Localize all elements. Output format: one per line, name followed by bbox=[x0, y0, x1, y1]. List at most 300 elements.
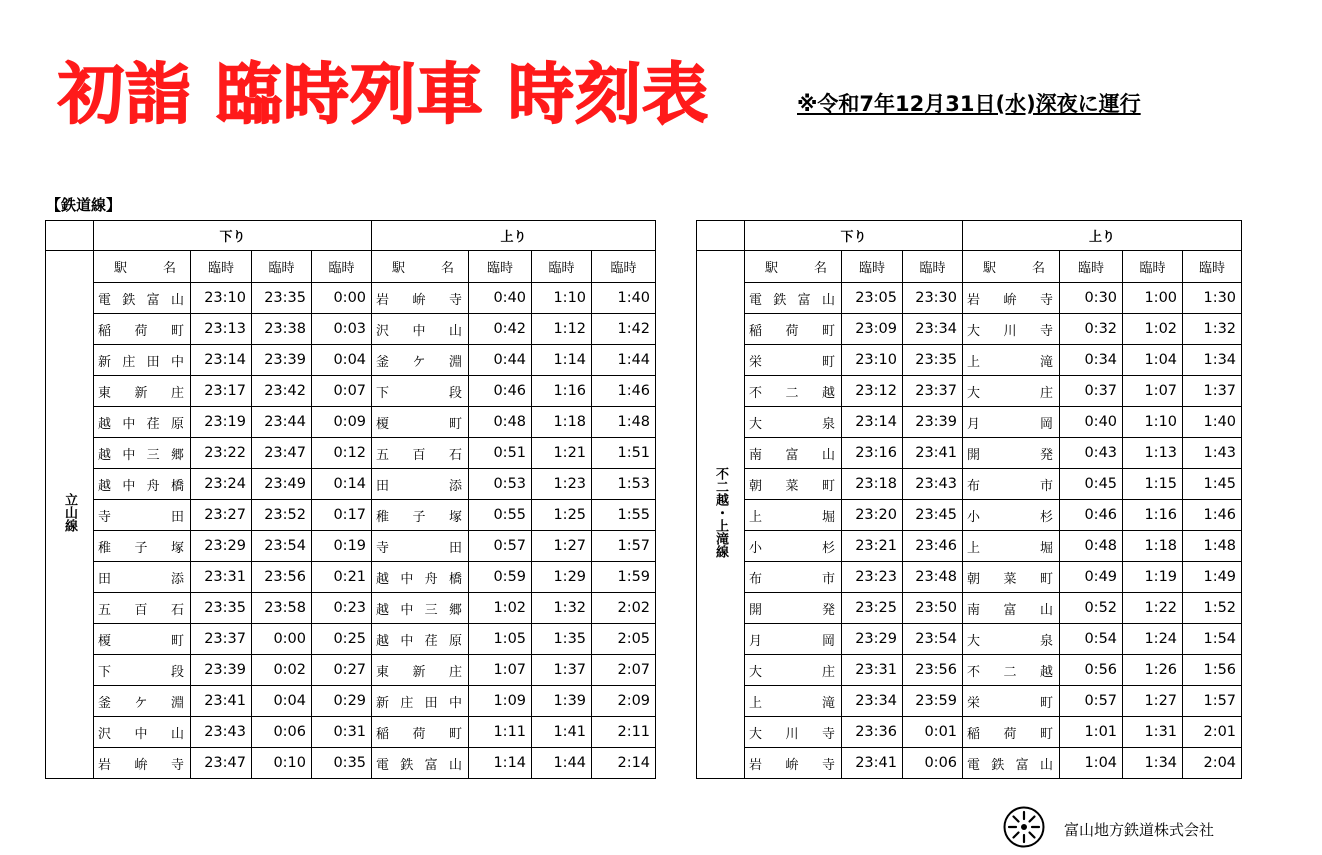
station-name: 釜 ケ 淵 bbox=[94, 686, 191, 717]
station-name: 越 中 舟 橋 bbox=[372, 562, 469, 593]
departure-time: 0:00 bbox=[312, 283, 372, 314]
departure-time: 23:43 bbox=[903, 469, 963, 500]
line-name: 立山線 bbox=[46, 251, 94, 779]
departure-time: 23:29 bbox=[191, 531, 252, 562]
table-row bbox=[697, 407, 1242, 438]
station-name: 布 市 bbox=[963, 469, 1060, 500]
departure-time: 23:35 bbox=[252, 283, 312, 314]
down-header: 下り bbox=[94, 221, 372, 251]
station-name: 稚 子 塚 bbox=[94, 531, 191, 562]
departure-time: 23:39 bbox=[903, 407, 963, 438]
departure-time: 23:36 bbox=[842, 717, 903, 748]
table-row bbox=[697, 438, 1242, 469]
departure-time: 23:47 bbox=[252, 438, 312, 469]
departure-time: 1:02 bbox=[469, 593, 532, 624]
departure-time: 1:48 bbox=[1183, 531, 1242, 562]
station-name: 榎 町 bbox=[94, 624, 191, 655]
table-row bbox=[46, 500, 656, 531]
station-name: 岩 峅 寺 bbox=[963, 283, 1060, 314]
departure-time: 1:55 bbox=[592, 500, 656, 531]
departure-time: 1:40 bbox=[1183, 407, 1242, 438]
table-row bbox=[697, 655, 1242, 686]
departure-time: 1:07 bbox=[1123, 376, 1183, 407]
departure-time: 1:56 bbox=[1183, 655, 1242, 686]
station-name: 開 発 bbox=[745, 593, 842, 624]
departure-time: 1:42 bbox=[592, 314, 656, 345]
departure-time: 0:35 bbox=[312, 748, 372, 779]
departure-time: 2:09 bbox=[592, 686, 656, 717]
station-name: 小 杉 bbox=[745, 531, 842, 562]
station-name: 寺 田 bbox=[372, 531, 469, 562]
departure-time: 1:22 bbox=[1123, 593, 1183, 624]
table-row bbox=[46, 686, 656, 717]
departure-time: 0:21 bbox=[312, 562, 372, 593]
departure-time: 0:57 bbox=[1060, 686, 1123, 717]
departure-time: 1:30 bbox=[1183, 283, 1242, 314]
departure-time: 0:40 bbox=[469, 283, 532, 314]
departure-time: 0:49 bbox=[1060, 562, 1123, 593]
station-name: 越 中 三 郷 bbox=[372, 593, 469, 624]
rinji-column-header: 臨時 bbox=[1123, 251, 1183, 283]
departure-time: 2:02 bbox=[592, 593, 656, 624]
departure-time: 23:14 bbox=[191, 345, 252, 376]
departure-time: 23:10 bbox=[842, 345, 903, 376]
page-title: 初詣 臨時列車 時刻表 bbox=[58, 56, 709, 133]
station-name: 電 鉄 富 山 bbox=[745, 283, 842, 314]
departure-time: 1:12 bbox=[532, 314, 592, 345]
station-name: 稚 子 塚 bbox=[372, 500, 469, 531]
table-row bbox=[46, 655, 656, 686]
departure-time: 1:51 bbox=[592, 438, 656, 469]
departure-time: 23:24 bbox=[191, 469, 252, 500]
departure-time: 0:37 bbox=[1060, 376, 1123, 407]
station-name: 大 川 寺 bbox=[745, 717, 842, 748]
departure-time: 1:27 bbox=[532, 531, 592, 562]
table-row bbox=[697, 562, 1242, 593]
departure-time: 1:16 bbox=[1123, 500, 1183, 531]
departure-time: 23:42 bbox=[252, 376, 312, 407]
table-row bbox=[697, 314, 1242, 345]
departure-time: 0:12 bbox=[312, 438, 372, 469]
departure-time: 1:15 bbox=[1123, 469, 1183, 500]
departure-time: 1:23 bbox=[532, 469, 592, 500]
table-row bbox=[46, 531, 656, 562]
corner-cell bbox=[46, 221, 94, 251]
departure-time: 2:01 bbox=[1183, 717, 1242, 748]
table-row bbox=[697, 376, 1242, 407]
operation-date-note: ※令和7年12月31日(水)深夜に運行 bbox=[797, 92, 1141, 116]
station-name: 朝 菜 町 bbox=[963, 562, 1060, 593]
section-label: 【鉄道線】 bbox=[46, 196, 122, 214]
station-name: 朝 菜 町 bbox=[745, 469, 842, 500]
departure-time: 23:54 bbox=[903, 624, 963, 655]
departure-time: 1:46 bbox=[1183, 500, 1242, 531]
departure-time: 23:56 bbox=[252, 562, 312, 593]
departure-time: 0:06 bbox=[903, 748, 963, 779]
departure-time: 0:01 bbox=[903, 717, 963, 748]
rinji-column-header: 臨時 bbox=[469, 251, 532, 283]
departure-time: 1:39 bbox=[532, 686, 592, 717]
departure-time: 0:04 bbox=[252, 686, 312, 717]
station-name: 栄 町 bbox=[963, 686, 1060, 717]
departure-time: 23:39 bbox=[191, 655, 252, 686]
table-row bbox=[697, 531, 1242, 562]
departure-time: 23:16 bbox=[842, 438, 903, 469]
departure-time: 0:44 bbox=[469, 345, 532, 376]
departure-time: 23:17 bbox=[191, 376, 252, 407]
rinji-column-header: 臨時 bbox=[252, 251, 312, 283]
table-row bbox=[46, 438, 656, 469]
departure-time: 1:34 bbox=[1123, 748, 1183, 779]
table-row bbox=[697, 593, 1242, 624]
departure-time: 0:48 bbox=[1060, 531, 1123, 562]
departure-time: 0:59 bbox=[469, 562, 532, 593]
departure-time: 1:18 bbox=[532, 407, 592, 438]
departure-time: 23:37 bbox=[191, 624, 252, 655]
departure-time: 0:48 bbox=[469, 407, 532, 438]
down-header: 下り bbox=[745, 221, 963, 251]
departure-time: 23:14 bbox=[842, 407, 903, 438]
line-name: 不二越・上滝線 bbox=[697, 251, 745, 779]
departure-time: 23:56 bbox=[903, 655, 963, 686]
departure-time: 0:09 bbox=[312, 407, 372, 438]
station-name: 東 新 庄 bbox=[94, 376, 191, 407]
station-name: 越 中 荏 原 bbox=[94, 407, 191, 438]
departure-time: 23:30 bbox=[903, 283, 963, 314]
station-name: 田 添 bbox=[372, 469, 469, 500]
departure-time: 23:34 bbox=[903, 314, 963, 345]
departure-time: 1:48 bbox=[592, 407, 656, 438]
station-name: 大 庄 bbox=[745, 655, 842, 686]
departure-time: 1:04 bbox=[1123, 345, 1183, 376]
station-name: 上 堀 bbox=[745, 500, 842, 531]
departure-time: 1:16 bbox=[532, 376, 592, 407]
departure-time: 0:25 bbox=[312, 624, 372, 655]
station-name: 田 添 bbox=[94, 562, 191, 593]
departure-time: 23:44 bbox=[252, 407, 312, 438]
table-row bbox=[46, 562, 656, 593]
departure-time: 23:19 bbox=[191, 407, 252, 438]
station-name: 栄 町 bbox=[745, 345, 842, 376]
departure-time: 1:29 bbox=[532, 562, 592, 593]
station-name: 越 中 舟 橋 bbox=[94, 469, 191, 500]
departure-time: 0:31 bbox=[312, 717, 372, 748]
departure-time: 0:53 bbox=[469, 469, 532, 500]
departure-time: 0:52 bbox=[1060, 593, 1123, 624]
up-header: 上り bbox=[963, 221, 1242, 251]
departure-time: 0:00 bbox=[252, 624, 312, 655]
departure-time: 0:23 bbox=[312, 593, 372, 624]
departure-time: 1:59 bbox=[592, 562, 656, 593]
departure-time: 1:54 bbox=[1183, 624, 1242, 655]
departure-time: 23:20 bbox=[842, 500, 903, 531]
station-name: 東 新 庄 bbox=[372, 655, 469, 686]
departure-time: 1:37 bbox=[532, 655, 592, 686]
station-name: 稲 荷 町 bbox=[94, 314, 191, 345]
departure-time: 23:41 bbox=[903, 438, 963, 469]
departure-time: 1:45 bbox=[1183, 469, 1242, 500]
departure-time: 23:18 bbox=[842, 469, 903, 500]
station-name: 沢 中 山 bbox=[94, 717, 191, 748]
station-column-header: 駅 名 bbox=[745, 251, 842, 283]
departure-time: 1:27 bbox=[1123, 686, 1183, 717]
departure-time: 0:03 bbox=[312, 314, 372, 345]
station-name: 釜 ケ 淵 bbox=[372, 345, 469, 376]
station-name: 小 杉 bbox=[963, 500, 1060, 531]
departure-time: 1:14 bbox=[532, 345, 592, 376]
departure-time: 1:46 bbox=[592, 376, 656, 407]
departure-time: 23:59 bbox=[903, 686, 963, 717]
station-column-header: 駅 名 bbox=[94, 251, 191, 283]
departure-time: 1:11 bbox=[469, 717, 532, 748]
departure-time: 23:27 bbox=[191, 500, 252, 531]
rinji-column-header: 臨時 bbox=[903, 251, 963, 283]
departure-time: 23:13 bbox=[191, 314, 252, 345]
rinji-column-header: 臨時 bbox=[1183, 251, 1242, 283]
departure-time: 0:57 bbox=[469, 531, 532, 562]
departure-time: 0:45 bbox=[1060, 469, 1123, 500]
departure-time: 23:38 bbox=[252, 314, 312, 345]
departure-time: 23:43 bbox=[191, 717, 252, 748]
station-name: 大 泉 bbox=[745, 407, 842, 438]
departure-time: 23:41 bbox=[191, 686, 252, 717]
station-name: 稲 荷 町 bbox=[745, 314, 842, 345]
station-name: 榎 町 bbox=[372, 407, 469, 438]
station-name: 下 段 bbox=[372, 376, 469, 407]
departure-time: 0:51 bbox=[469, 438, 532, 469]
departure-time: 23:39 bbox=[252, 345, 312, 376]
departure-time: 1:05 bbox=[469, 624, 532, 655]
table-row bbox=[46, 624, 656, 655]
departure-time: 1:07 bbox=[469, 655, 532, 686]
departure-time: 0:32 bbox=[1060, 314, 1123, 345]
departure-time: 0:29 bbox=[312, 686, 372, 717]
station-column-header: 駅 名 bbox=[963, 251, 1060, 283]
station-name: 上 滝 bbox=[963, 345, 1060, 376]
table-row bbox=[46, 748, 656, 779]
table-row bbox=[46, 314, 656, 345]
station-name: 布 市 bbox=[745, 562, 842, 593]
departure-time: 23:45 bbox=[903, 500, 963, 531]
departure-time: 23:10 bbox=[191, 283, 252, 314]
departure-time: 1:44 bbox=[592, 345, 656, 376]
table-row bbox=[46, 283, 656, 314]
rinji-column-header: 臨時 bbox=[592, 251, 656, 283]
station-name: 新 庄 田 中 bbox=[94, 345, 191, 376]
departure-time: 23:37 bbox=[903, 376, 963, 407]
station-name: 電 鉄 富 山 bbox=[372, 748, 469, 779]
departure-time: 1:32 bbox=[1183, 314, 1242, 345]
departure-time: 1:40 bbox=[592, 283, 656, 314]
departure-time: 0:06 bbox=[252, 717, 312, 748]
departure-time: 1:10 bbox=[532, 283, 592, 314]
table-row bbox=[697, 717, 1242, 748]
departure-time: 2:07 bbox=[592, 655, 656, 686]
table-row bbox=[46, 717, 656, 748]
rinji-column-header: 臨時 bbox=[191, 251, 252, 283]
departure-time: 0:10 bbox=[252, 748, 312, 779]
departure-time: 23:21 bbox=[842, 531, 903, 562]
departure-time: 2:11 bbox=[592, 717, 656, 748]
departure-time: 0:55 bbox=[469, 500, 532, 531]
table-row bbox=[46, 345, 656, 376]
station-name: 沢 中 山 bbox=[372, 314, 469, 345]
departure-time: 1:00 bbox=[1123, 283, 1183, 314]
departure-time: 23:49 bbox=[252, 469, 312, 500]
departure-time: 23:35 bbox=[903, 345, 963, 376]
departure-time: 0:34 bbox=[1060, 345, 1123, 376]
departure-time: 0:56 bbox=[1060, 655, 1123, 686]
departure-time: 1:02 bbox=[1123, 314, 1183, 345]
departure-time: 1:14 bbox=[469, 748, 532, 779]
departure-time: 1:57 bbox=[592, 531, 656, 562]
tateyama-line-timetable bbox=[45, 220, 656, 779]
station-name: 新 庄 田 中 bbox=[372, 686, 469, 717]
departure-time: 1:49 bbox=[1183, 562, 1242, 593]
station-name: 稲 荷 町 bbox=[963, 717, 1060, 748]
company-name: 富山地方鉄道株式会社 bbox=[1064, 821, 1215, 839]
departure-time: 23:31 bbox=[191, 562, 252, 593]
station-name: 電 鉄 富 山 bbox=[963, 748, 1060, 779]
departure-time: 1:21 bbox=[532, 438, 592, 469]
station-name: 下 段 bbox=[94, 655, 191, 686]
station-name: 月 岡 bbox=[963, 407, 1060, 438]
station-name: 寺 田 bbox=[94, 500, 191, 531]
station-name: 大 庄 bbox=[963, 376, 1060, 407]
station-name: 越 中 荏 原 bbox=[372, 624, 469, 655]
corner-cell bbox=[697, 221, 745, 251]
station-name: 不 二 越 bbox=[745, 376, 842, 407]
departure-time: 23:35 bbox=[191, 593, 252, 624]
station-name: 電 鉄 富 山 bbox=[94, 283, 191, 314]
station-name: 南 富 山 bbox=[963, 593, 1060, 624]
departure-time: 1:24 bbox=[1123, 624, 1183, 655]
station-name: 月 岡 bbox=[745, 624, 842, 655]
table-row bbox=[697, 686, 1242, 717]
departure-time: 0:40 bbox=[1060, 407, 1123, 438]
up-header: 上り bbox=[372, 221, 656, 251]
station-name: 岩 峅 寺 bbox=[372, 283, 469, 314]
departure-time: 2:05 bbox=[592, 624, 656, 655]
departure-time: 1:25 bbox=[532, 500, 592, 531]
departure-time: 23:22 bbox=[191, 438, 252, 469]
departure-time: 0:46 bbox=[1060, 500, 1123, 531]
table-row bbox=[697, 345, 1242, 376]
departure-time: 1:19 bbox=[1123, 562, 1183, 593]
table-row bbox=[46, 469, 656, 500]
table-row bbox=[697, 624, 1242, 655]
station-name: 上 堀 bbox=[963, 531, 1060, 562]
departure-time: 0:04 bbox=[312, 345, 372, 376]
departure-time: 23:47 bbox=[191, 748, 252, 779]
departure-time: 1:44 bbox=[532, 748, 592, 779]
departure-time: 1:57 bbox=[1183, 686, 1242, 717]
table-row bbox=[46, 376, 656, 407]
station-name: 五 百 石 bbox=[94, 593, 191, 624]
departure-time: 0:14 bbox=[312, 469, 372, 500]
table-row bbox=[697, 283, 1242, 314]
station-name: 開 発 bbox=[963, 438, 1060, 469]
rinji-column-header: 臨時 bbox=[312, 251, 372, 283]
rinji-column-header: 臨時 bbox=[532, 251, 592, 283]
fujikoshi-kamidaki-line-timetable bbox=[696, 220, 1242, 779]
departure-time: 23:50 bbox=[903, 593, 963, 624]
station-name: 大 泉 bbox=[963, 624, 1060, 655]
station-name: 五 百 石 bbox=[372, 438, 469, 469]
departure-time: 23:31 bbox=[842, 655, 903, 686]
table-row bbox=[697, 748, 1242, 779]
rinji-column-header: 臨時 bbox=[842, 251, 903, 283]
table-row bbox=[46, 407, 656, 438]
departure-time: 1:37 bbox=[1183, 376, 1242, 407]
departure-time: 1:26 bbox=[1123, 655, 1183, 686]
station-column-header: 駅 名 bbox=[372, 251, 469, 283]
departure-time: 1:10 bbox=[1123, 407, 1183, 438]
departure-time: 1:18 bbox=[1123, 531, 1183, 562]
departure-time: 0:07 bbox=[312, 376, 372, 407]
departure-time: 0:54 bbox=[1060, 624, 1123, 655]
departure-time: 23:09 bbox=[842, 314, 903, 345]
departure-time: 23:23 bbox=[842, 562, 903, 593]
departure-time: 1:52 bbox=[1183, 593, 1242, 624]
station-name: 大 川 寺 bbox=[963, 314, 1060, 345]
departure-time: 1:41 bbox=[532, 717, 592, 748]
departure-time: 0:27 bbox=[312, 655, 372, 686]
table-row bbox=[46, 593, 656, 624]
departure-time: 1:53 bbox=[592, 469, 656, 500]
departure-time: 23:54 bbox=[252, 531, 312, 562]
departure-time: 0:42 bbox=[469, 314, 532, 345]
departure-time: 1:35 bbox=[532, 624, 592, 655]
departure-time: 1:01 bbox=[1060, 717, 1123, 748]
departure-time: 23:41 bbox=[842, 748, 903, 779]
departure-time: 2:14 bbox=[592, 748, 656, 779]
departure-time: 0:46 bbox=[469, 376, 532, 407]
departure-time: 23:12 bbox=[842, 376, 903, 407]
station-name: 越 中 三 郷 bbox=[94, 438, 191, 469]
departure-time: 0:43 bbox=[1060, 438, 1123, 469]
station-name: 不 二 越 bbox=[963, 655, 1060, 686]
departure-time: 23:29 bbox=[842, 624, 903, 655]
departure-time: 1:13 bbox=[1123, 438, 1183, 469]
departure-time: 23:58 bbox=[252, 593, 312, 624]
departure-time: 23:46 bbox=[903, 531, 963, 562]
departure-time: 1:09 bbox=[469, 686, 532, 717]
departure-time: 1:34 bbox=[1183, 345, 1242, 376]
departure-time: 0:17 bbox=[312, 500, 372, 531]
station-name: 上 滝 bbox=[745, 686, 842, 717]
departure-time: 0:30 bbox=[1060, 283, 1123, 314]
departure-time: 1:43 bbox=[1183, 438, 1242, 469]
rinji-column-header: 臨時 bbox=[1060, 251, 1123, 283]
departure-time: 1:31 bbox=[1123, 717, 1183, 748]
departure-time: 0:19 bbox=[312, 531, 372, 562]
table-row bbox=[697, 469, 1242, 500]
departure-time: 23:48 bbox=[903, 562, 963, 593]
company-logo bbox=[1003, 806, 1045, 848]
station-name: 岩 峅 寺 bbox=[745, 748, 842, 779]
station-name: 稲 荷 町 bbox=[372, 717, 469, 748]
table-row bbox=[697, 500, 1242, 531]
departure-time: 23:05 bbox=[842, 283, 903, 314]
departure-time: 1:04 bbox=[1060, 748, 1123, 779]
departure-time: 23:52 bbox=[252, 500, 312, 531]
departure-time: 2:04 bbox=[1183, 748, 1242, 779]
departure-time: 0:02 bbox=[252, 655, 312, 686]
departure-time: 23:34 bbox=[842, 686, 903, 717]
station-name: 南 富 山 bbox=[745, 438, 842, 469]
departure-time: 1:32 bbox=[532, 593, 592, 624]
